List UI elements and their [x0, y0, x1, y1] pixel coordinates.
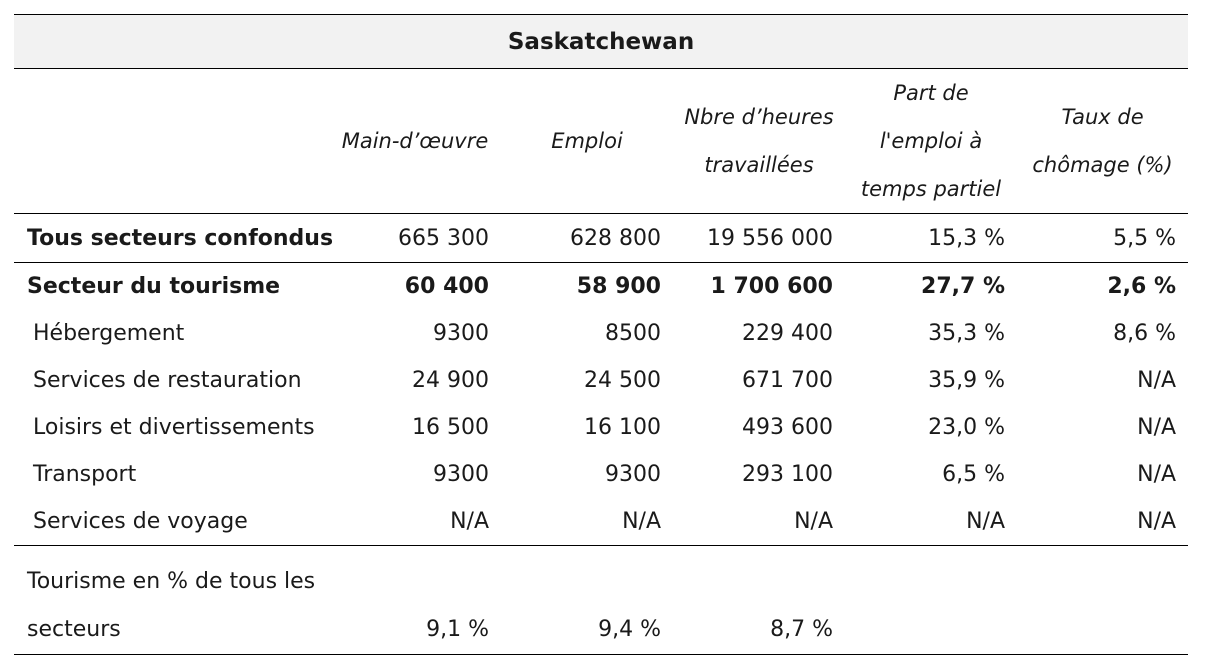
cell-value: 8500 [605, 321, 661, 346]
table-row [14, 451, 1188, 498]
table-title-row [14, 15, 1188, 69]
row-label: Secteur du tourisme [27, 274, 281, 299]
header-line: travaillées [704, 153, 814, 177]
cell-value: 2,6 % [1107, 274, 1177, 299]
cell-value: N/A [845, 498, 1017, 546]
row-label: Tourisme en % de tous les secteurs [14, 546, 329, 655]
table-title: Saskatchewan [14, 15, 1188, 69]
cell-value [1017, 546, 1188, 655]
tourism-employment-table [14, 14, 1188, 655]
header-line: chômage (%) [1032, 153, 1173, 177]
cell-value: 9300 [433, 462, 489, 487]
cell-value: 15,3 % [845, 214, 1017, 263]
header-line: Main-d’œuvre [341, 129, 489, 153]
cell-value: 16 100 [584, 415, 661, 440]
cell-value: 35,3 % [928, 321, 1005, 346]
table-row [14, 357, 1188, 404]
cell-value: 27,7 % [921, 274, 1005, 299]
cell-value: N/A [1137, 368, 1177, 393]
header-line: l'emploi à [879, 129, 983, 153]
cell-value: 9,4 % [501, 546, 673, 655]
header-line: Taux de [1061, 105, 1144, 129]
cell-value: N/A [1137, 462, 1177, 487]
cell-value: 19 556 000 [673, 214, 845, 263]
cell-value: 24 900 [412, 368, 489, 393]
cell-value: 9300 [605, 462, 661, 487]
cell-value: 9300 [433, 321, 489, 346]
cell-value: 35,9 % [928, 368, 1005, 393]
cell-value: 5,5 % [1017, 214, 1188, 263]
cell-value: N/A [673, 498, 845, 546]
cell-value: 665 300 [329, 214, 501, 263]
cell-value: 60 400 [404, 274, 489, 299]
row-label: Loisirs et divertissements [33, 415, 315, 440]
row-label: Services de voyage [14, 498, 329, 546]
header-heures-travaillees [673, 69, 845, 214]
row-label: Hébergement [33, 321, 185, 346]
header-emploi [501, 69, 673, 214]
cell-value: 671 700 [742, 368, 833, 393]
cell-value: N/A [1017, 498, 1188, 546]
column-header-row [14, 69, 1188, 214]
cell-value: N/A [501, 498, 673, 546]
table-row [14, 546, 1188, 655]
table-row [14, 310, 1188, 357]
cell-value: 229 400 [742, 321, 833, 346]
cell-value: 8,7 % [673, 546, 845, 655]
cell-value: 16 500 [412, 415, 489, 440]
header-line: Part de [893, 81, 969, 105]
row-label: Transport [33, 462, 137, 487]
header-main-doeuvre [329, 69, 501, 214]
table-row [14, 498, 1188, 546]
table-row [14, 214, 1188, 263]
cell-value: 293 100 [742, 462, 833, 487]
cell-value: 9,1 % [329, 546, 501, 655]
header-line: Nbre d’heures [684, 105, 834, 129]
tourism-employment-table-container [14, 14, 1188, 655]
header-line: Emploi [551, 129, 623, 153]
cell-value [845, 546, 1017, 655]
header-empty [14, 69, 329, 214]
cell-value: 6,5 % [942, 462, 1005, 487]
cell-value: 24 500 [584, 368, 661, 393]
header-taux-chomage [1017, 69, 1188, 214]
cell-value: N/A [1137, 415, 1177, 440]
cell-value: 493 600 [742, 415, 833, 440]
header-line: temps partiel [860, 177, 1002, 201]
table-row [14, 263, 1188, 311]
table-row [14, 404, 1188, 451]
cell-value: 628 800 [501, 214, 673, 263]
cell-value: N/A [329, 498, 501, 546]
row-label: Services de restauration [33, 368, 302, 393]
cell-value: 1 700 600 [710, 274, 833, 299]
cell-value: 8,6 % [1113, 321, 1177, 346]
header-part-temps-partiel [845, 69, 1017, 214]
cell-value: 23,0 % [928, 415, 1005, 440]
cell-value: 58 900 [576, 274, 661, 299]
row-label: Tous secteurs confondus [14, 214, 329, 263]
